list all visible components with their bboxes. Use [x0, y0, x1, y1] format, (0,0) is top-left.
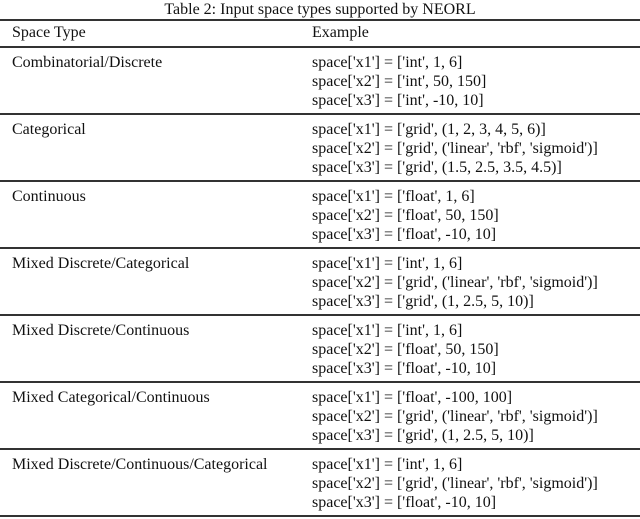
bottom-rule	[0, 515, 640, 517]
space-type-cell: Mixed Categorical/Continuous	[12, 389, 210, 406]
example-line: space['x2'] = ['float', 50, 150]	[312, 341, 499, 358]
table-caption: Table 2: Input space types supported by NEORL	[164, 1, 476, 18]
header-example: Example	[312, 24, 369, 41]
example-cell	[312, 254, 598, 311]
table-row	[0, 115, 640, 182]
header-space-type: Space Type	[12, 24, 86, 41]
example-line: space['x2'] = ['grid', ('linear', 'rbf', 'sigmoid')]	[312, 475, 598, 492]
example-cell	[312, 321, 499, 378]
example-line: space['x1'] = ['int', 1, 6]	[312, 456, 463, 473]
example-line: space['x1'] = ['int', 1, 6]	[312, 322, 463, 339]
example-line: space['x1'] = ['int', 1, 6]	[312, 54, 463, 71]
example-line: space['x2'] = ['grid', ('linear', 'rbf', 'sigmoid')]	[312, 274, 598, 291]
example-line: space['x2'] = ['float', 50, 150]	[312, 207, 499, 224]
example-cell	[312, 53, 486, 110]
example-line: space['x3'] = ['grid', (1, 2.5, 5, 10)]	[312, 293, 534, 310]
example-line: space['x2'] = ['int', 50, 150]	[312, 73, 487, 90]
example-line: space['x3'] = ['float', -10, 10]	[312, 494, 497, 511]
example-line: space['x3'] = ['grid', (1, 2.5, 5, 10)]	[312, 427, 534, 444]
space-type-cell: Mixed Discrete/Continuous	[12, 322, 190, 339]
space-type-cell: Mixed Discrete/Continuous/Categorical	[12, 456, 268, 473]
example-line: space['x1'] = ['grid', (1, 2, 3, 4, 5, 6)]	[312, 121, 546, 138]
table-row	[0, 249, 640, 316]
example-line: space['x3'] = ['grid', (1.5, 2.5, 3.5, 4.5)]	[312, 159, 562, 176]
example-line: space['x2'] = ['grid', ('linear', 'rbf', 'sigmoid')]	[312, 408, 598, 425]
example-line: space['x1'] = ['float', 1, 6]	[312, 188, 475, 205]
example-line: space['x1'] = ['int', 1, 6]	[312, 255, 463, 272]
top-rule	[0, 19, 640, 21]
example-line: space['x1'] = ['float', -100, 100]	[312, 389, 513, 406]
example-cell	[312, 120, 598, 177]
table-row	[0, 450, 640, 517]
space-type-cell: Continuous	[12, 188, 86, 205]
table-row	[0, 48, 640, 115]
table-row	[0, 182, 640, 249]
table-row	[0, 316, 640, 383]
example-cell	[312, 388, 598, 445]
example-line: space['x3'] = ['float', -10, 10]	[312, 226, 497, 243]
example-cell	[312, 455, 598, 512]
example-cell	[312, 187, 499, 244]
table-row	[0, 383, 640, 450]
space-type-cell: Categorical	[12, 121, 86, 138]
example-line: space['x3'] = ['float', -10, 10]	[312, 360, 497, 377]
example-line: space['x3'] = ['int', -10, 10]	[312, 92, 484, 109]
example-line: space['x2'] = ['grid', ('linear', 'rbf', 'sigmoid')]	[312, 140, 598, 157]
space-type-cell: Mixed Discrete/Categorical	[12, 255, 190, 272]
space-type-cell: Combinatorial/Discrete	[12, 54, 163, 71]
